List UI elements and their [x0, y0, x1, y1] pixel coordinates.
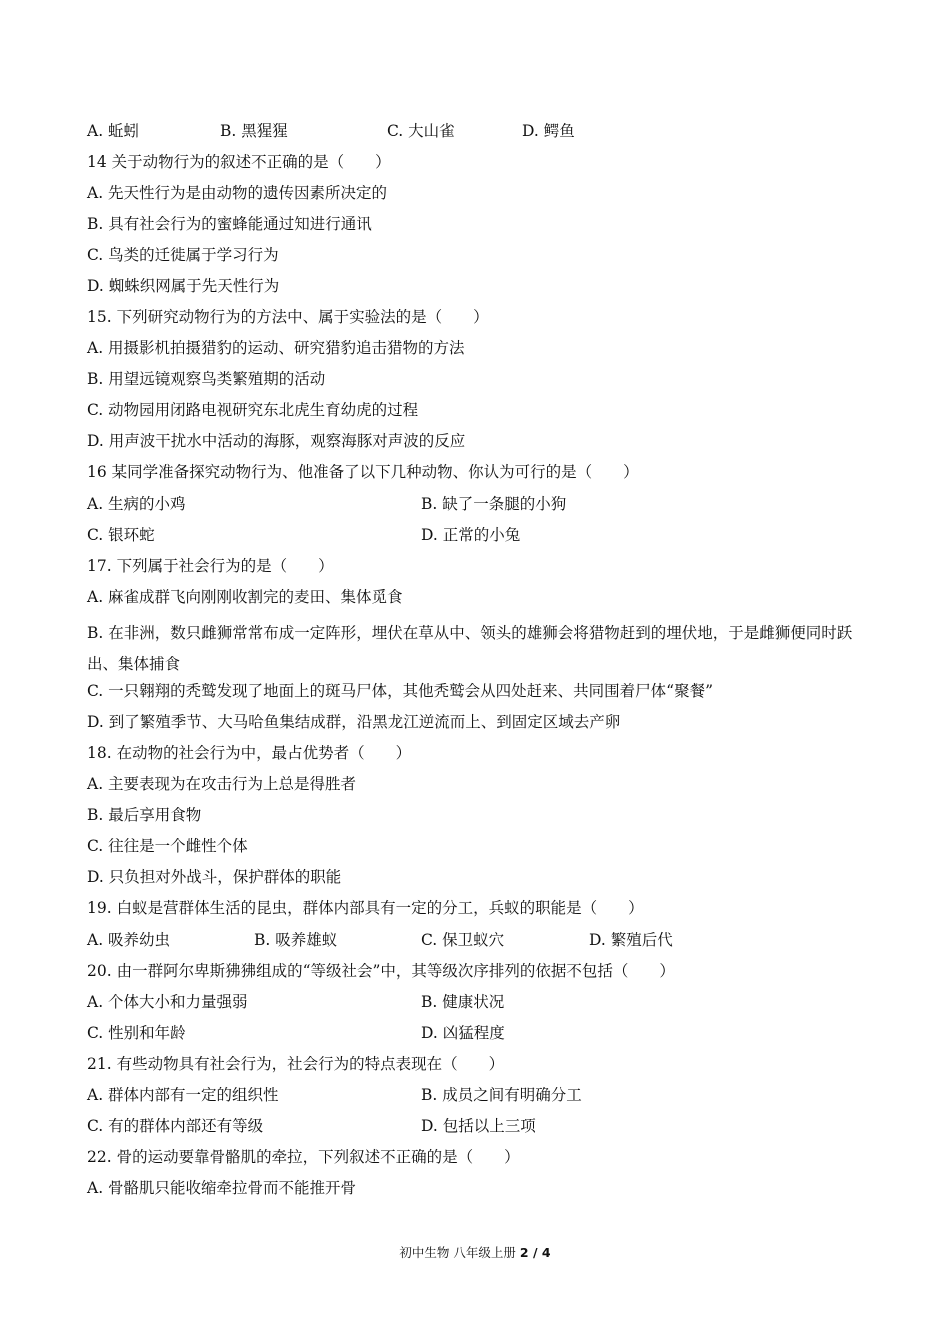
q17-option-b: B. 在非洲，数只雌狮常常布成一定阵形，埋伏在草从中、领头的雄狮会将猎物赶到的埋伏地，于是雌狮便同时跃出、集体捕食 [87, 624, 853, 673]
q16-option-c: C. 银环蛇 [87, 526, 155, 544]
q17-stem: 17. 下列属于社会行为的是（ ） [87, 557, 334, 575]
q21-option-c: C. 有的群体内部还有等级 [87, 1117, 264, 1135]
q16-option-d: D. 正常的小兔 [421, 526, 521, 544]
q13-option-c: C. 大山雀 [387, 122, 455, 140]
q18-option-c: C. 往往是一个雌性个体 [87, 837, 248, 855]
q16-stem: 16 某同学准备探究动物行为、他准备了以下几种动物、你认为可行的是（ ） [87, 463, 639, 481]
q15-option-d: D. 用声波干扰水中活动的海豚，观察海豚对声波的反应 [87, 432, 466, 450]
q18-option-a: A. 主要表现为在攻击行为上总是得胜者 [87, 775, 357, 793]
q22-option-a: A. 骨骼肌只能收缩牵拉骨而不能推开骨 [87, 1179, 357, 1197]
q13-option-d: D. 鳄鱼 [522, 122, 575, 140]
q19-option-b: B. 吸养雄蚁 [254, 931, 338, 949]
page-footer [0, 1245, 950, 1261]
q16-option-a: A. 生病的小鸡 [87, 495, 186, 513]
q20-option-b: B. 健康状况 [421, 993, 505, 1011]
q14-option-a: A. 先天性行为是由动物的遗传因素所决定的 [87, 184, 388, 202]
q21-option-d: D. 包括以上三项 [421, 1117, 536, 1135]
q15-option-a: A. 用摄影机拍摄猎豹的运动、研究猎豹追击猎物的方法 [87, 339, 465, 357]
q17-option-a: A. 麻雀成群飞向刚刚收割完的麦田、集体觅食 [87, 588, 403, 606]
page-number: 2 / 4 [519, 1245, 551, 1260]
q19-option-c: C. 保卫蚁穴 [421, 931, 505, 949]
q19-stem: 19. 白蚁是营群体生活的昆虫，群体内部具有一定的分工，兵蚁的职能是（ ） [87, 899, 644, 917]
q13-option-b: B. 黑猩猩 [220, 122, 288, 140]
q20-option-a: A. 个体大小和力量强弱 [87, 993, 248, 1011]
q16-option-b: B. 缺了一条腿的小狗 [421, 495, 567, 513]
q21-option-a: A. 群体内部有一定的组织性 [87, 1086, 279, 1104]
q21-stem: 21. 有些动物具有社会行为，社会行为的特点表现在（ ） [87, 1055, 505, 1073]
q20-stem: 20. 由一群阿尔卑斯狒狒组成的“等级社会”中，其等级次序排列的依据不包括（ ） [87, 962, 675, 980]
q14-option-d: D. 蜘蛛织网属于先天性行为 [87, 277, 280, 295]
q13-option-a: A. 蚯蚓 [87, 122, 140, 140]
q17-option-d: D. 到了繁殖季节、大马哈鱼集结成群，沿黑龙江逆流而上、到固定区域去产卵 [87, 713, 621, 731]
q21-option-b: B. 成员之间有明确分工 [421, 1086, 582, 1104]
q18-option-b: B. 最后享用食物 [87, 806, 202, 824]
q20-option-d: D. 凶猛程度 [421, 1024, 505, 1042]
footer-subject: 初中生物 八年级上册 [399, 1245, 516, 1260]
q14-option-b: B. 具有社会行为的蜜蜂能通过知进行通讯 [87, 215, 372, 233]
q19-option-d: D. 繁殖后代 [589, 931, 673, 949]
q20-option-c: C. 性别和年龄 [87, 1024, 186, 1042]
q14-option-c: C. 鸟类的迁徙属于学习行为 [87, 246, 279, 264]
q19-option-a: A. 吸养幼虫 [87, 931, 171, 949]
q15-stem: 15. 下列研究动物行为的方法中、属于实验法的是（ ） [87, 308, 489, 326]
q18-stem: 18. 在动物的社会行为中，最占优势者（ ） [87, 744, 412, 762]
q14-stem: 14 关于动物行为的叙述不正确的是（ ） [87, 153, 391, 171]
q22-stem: 22. 骨的运动要靠骨骼肌的牵拉，下列叙述不正确的是（ ） [87, 1148, 520, 1166]
q15-option-b: B. 用望远镜观察鸟类繁殖期的活动 [87, 370, 326, 388]
q18-option-d: D. 只负担对外战斗，保护群体的职能 [87, 868, 342, 886]
q17-option-c: C. 一只翱翔的秃鹫发现了地面上的斑马尸体，其他秃鹫会从四处赶来、共同围着尸体“聚餐” [87, 682, 714, 700]
q15-option-c: C. 动物园用闭路电视研究东北虎生育幼虎的过程 [87, 401, 419, 419]
